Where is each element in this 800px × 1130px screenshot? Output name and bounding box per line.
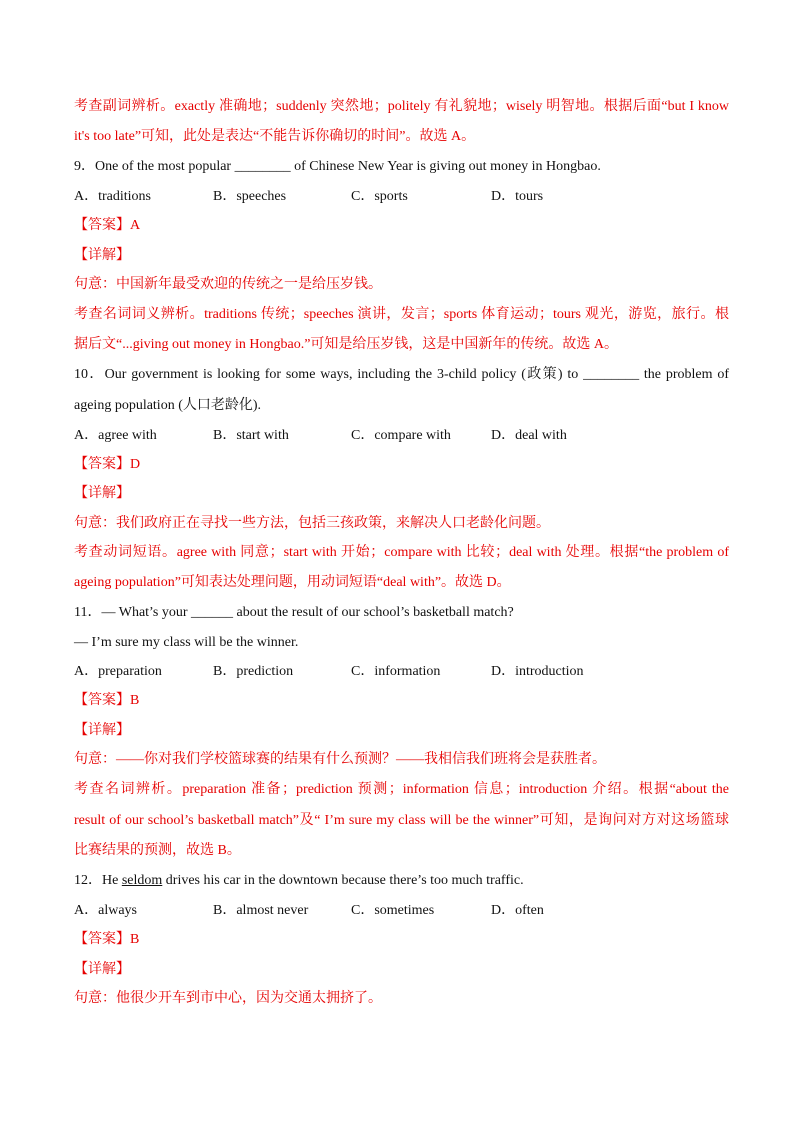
q12-stem-start: 12．He	[74, 873, 122, 888]
q10-answer: 【答案】D	[74, 457, 141, 472]
q9-detail-heading: 【详解】	[74, 248, 130, 263]
q10-stem-line-1: 10．Our government is looking for some ways, including the 3-child policy (政策) to ________ the problem of	[74, 367, 729, 382]
q11-stem-line-1: 11．— What’s your ______ about the result of our school’s basketball match?	[74, 605, 514, 620]
q10-analysis-line-2: ageing population”可知表达处理问题，用动词短语“deal with”。故选 D。	[74, 575, 511, 590]
q11-option-a: A．preparation	[74, 664, 162, 679]
q12-option-a: A．always	[74, 903, 137, 918]
q12-stem-end: drives his car in the downtown because there’s too much traffic.	[162, 873, 524, 888]
intro-analysis-line-2: it's too late”可知，此处是表达“不能告诉你确切的时间”。故选 A。	[74, 129, 476, 144]
q12-option-b: B．almost never	[213, 903, 309, 918]
q9-option-d: D．tours	[491, 189, 544, 204]
q12-answer: 【答案】B	[74, 932, 140, 947]
q10-meaning: 句意：我们政府正在寻找一些方法，包括三孩政策，来解决人口老龄化问题。	[74, 516, 550, 531]
q9-option-b: B．speeches	[213, 189, 287, 204]
q10-option-b: B．start with	[213, 428, 289, 443]
q11-option-b: B．prediction	[213, 664, 294, 679]
q10-option-a: A．agree with	[74, 428, 157, 443]
q9-stem: 9．One of the most popular ________ of Chinese New Year is giving out money in Hongbao.	[74, 159, 601, 174]
q9-option-c: C．sports	[351, 189, 408, 204]
q12-option-d: D．often	[491, 903, 544, 918]
q9-answer: 【答案】A	[74, 218, 141, 233]
q11-detail-heading: 【详解】	[74, 723, 130, 738]
q10-detail-heading: 【详解】	[74, 486, 130, 501]
q12-detail-heading: 【详解】	[74, 962, 130, 977]
q10-option-c: C．compare with	[351, 428, 451, 443]
q9-analysis-line-1: 考查名词词义辨析。traditions 传统；speeches 演讲，发言；sports 体育运动；tours 观光，游览，旅行。根	[74, 307, 729, 322]
q11-answer: 【答案】B	[74, 693, 140, 708]
q9-meaning: 句意：中国新年最受欢迎的传统之一是给压岁钱。	[74, 277, 382, 292]
q11-analysis-line-1: 考查名词辨析。preparation 准备；prediction 预测；information 信息；introduction 介绍。根据“about the	[74, 782, 729, 797]
q10-option-d: D．deal with	[491, 428, 567, 443]
q12-option-c: C．sometimes	[351, 903, 435, 918]
q9-analysis-line-2: 据后文“...giving out money in Hongbao.”可知是给压岁钱，这是中国新年的传统。故选 A。	[74, 337, 619, 352]
q11-stem-line-2: — I’m sure my class will be the winner.	[74, 635, 299, 650]
intro-analysis-line-1: 考查副词辨析。exactly 准确地；suddenly 突然地；politely 有礼貌地；wisely 明智地。根据后面“but I know	[74, 99, 729, 114]
q9-option-a: A．traditions	[74, 189, 151, 204]
q10-analysis-line-1: 考查动词短语。agree with 同意；start with 开始；compare with 比较；deal with 处理。根据“the problem of	[74, 545, 729, 560]
q12-underlined-word: seldom	[121, 873, 163, 888]
q11-option-c: C．information	[351, 664, 441, 679]
q11-option-d: D．introduction	[491, 664, 584, 679]
q11-meaning: 句意：——你对我们学校篮球赛的结果有什么预测？——我相信我们班将会是获胜者。	[74, 752, 606, 767]
q11-analysis-line-3: 比赛结果的预测，故选 B。	[74, 843, 241, 858]
q10-stem-line-2: ageing population (人口老龄化).	[74, 398, 262, 413]
q12-stem	[74, 871, 729, 891]
q11-analysis-line-2: result of our school’s basketball match”及“ I’m sure my class will be the winner”可知，是询问对方对这场篮球	[74, 813, 729, 828]
q12-meaning: 句意：他很少开车到市中心，因为交通太拥挤了。	[74, 991, 382, 1006]
